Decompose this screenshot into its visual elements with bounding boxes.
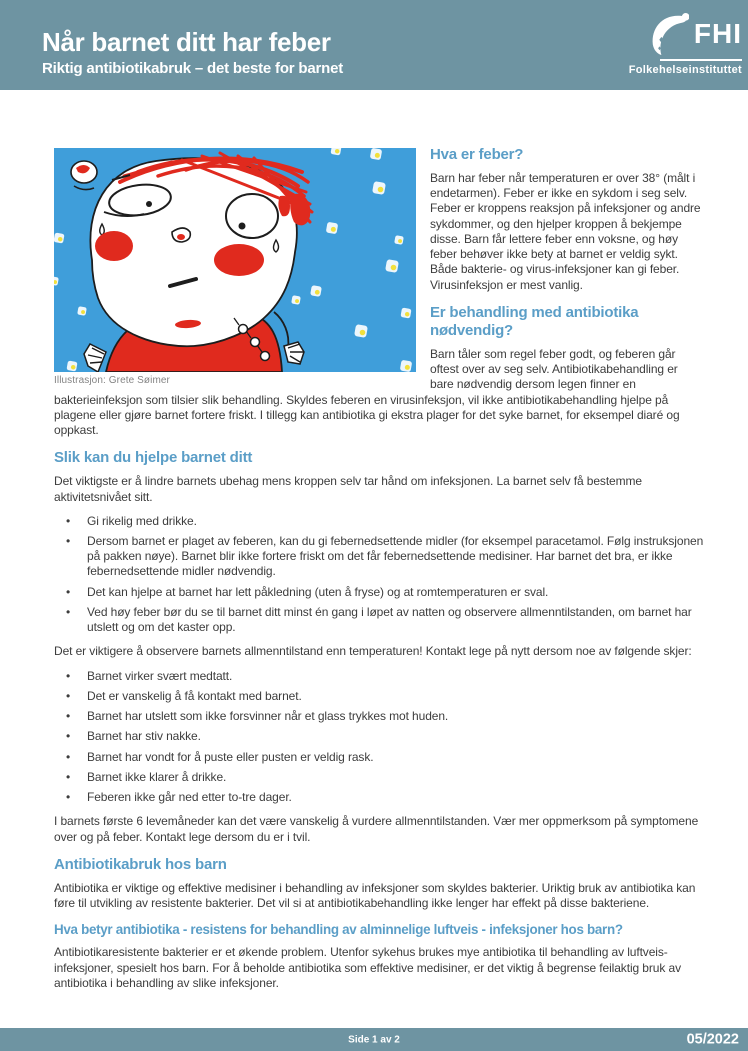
section-heading-antibiotics-children: Antibiotikabruk hos barn — [54, 855, 227, 873]
page-title: Når barnet ditt har feber — [42, 27, 331, 58]
paragraph-what-is-fever: Barn har feber når temperaturen er over 38° (målt i endetarmen). Feber er ikke en sykdom i seg selv. Feber er kroppens reaksjon på infeksjoner og andre sykdommer, og den hjelper kroppen å bekjempe disse. Barn får lettere feber enn voksne, og høy feber behøver ikke bety at barnet er veldig sykt. Både bakterie- og virus-infeksjoner kan gi feber. Virusinfeksjon er mest vanlig. — [430, 171, 701, 292]
section-help-your-child — [54, 449, 704, 844]
fhi-logo-acronym: FHI — [693, 18, 742, 49]
version-label: 05/2022 — [686, 1031, 739, 1048]
section-heading-resistance: Hva betyr antibiotika - resistens for behandling av alminnelige luftveis - infeksjoner hos barn? — [54, 922, 623, 938]
footer-bar — [0, 1028, 748, 1051]
section-resistance — [54, 922, 704, 991]
document-body — [0, 90, 748, 991]
tips-list-item: • Dersom barnet er plaget av feberen, kan du gi febernedsettende midler (for eksempel paracetamol. Følg instruksjonen på pakken nøye). Barnet blir ikke fortere friskt om det får febernedsettende medisiner. Har barnet det bra, er ikke febernedsettende midler nødvendig. — [66, 534, 704, 580]
tips-list-item: • Ved høy feber bør du se til barnet ditt minst én gang i løpet av natten og observere allmenntilstanden, om barnet har utslett og om det kaster opp. — [66, 605, 704, 635]
fhi-swoosh-icon — [649, 12, 689, 56]
tips-list-item: • Gi rikelig med drikke. — [66, 514, 704, 529]
warning-signs-list-item: • Feberen ikke går ned etter to-tre dager. — [66, 790, 704, 805]
paragraph-help-intro: Det viktigste er å lindre barnets ubehag mens kroppen selv tar hånd om infeksjonen. La barnet selv få bestemme aktivitetsnivået sitt. — [54, 474, 642, 504]
warning-signs-list-item: • Det er vanskelig å få kontakt med barnet. — [66, 689, 704, 704]
fhi-logo-top — [649, 12, 742, 56]
warning-signs-list-item: • Barnet har stiv nakke. — [66, 729, 704, 744]
section-heading-antibiotics-needed: Er behandling med antibiotika nødvendig? — [430, 303, 639, 339]
child-illustration-figure — [54, 148, 416, 386]
warning-signs-list-item: • Barnet virker svært medtatt. — [66, 669, 704, 684]
header-banner — [0, 0, 748, 90]
warning-signs-list-item: • Barnet ikke klarer å drikke. — [66, 770, 704, 785]
paragraph-antibiotics-children: Antibiotika er viktige og effektive medisiner i behandling av infeksjoner som skyldes bakterier. Uriktig bruk av antibiotika kan føre til utvikling av resistente bakterier. Det vil si at antibiotikabehandling ikke lenger har effekt på disse bakteriene. — [54, 880, 696, 910]
warning-signs-list — [54, 669, 704, 806]
fhi-logo-name: Folkehelseinstituttet — [628, 63, 742, 76]
page-subtitle: Riktig antibiotikabruk – det beste for barnet — [42, 59, 344, 77]
paragraph-resistance: Antibiotikaresistente bakterier er et økende problem. Utenfor sykehus brukes mye antibiotika til behandling av luftveis-infeksjoner, spesielt hos barn. For å beholde antibiotika som effektive medisiner, er det viktig å begrense feilaktig bruk av antibiotika i behandling av slike infeksjoner. — [54, 945, 681, 990]
child-illustration — [54, 148, 416, 372]
section-heading-help-your-child: Slik kan du hjelpe barnet ditt — [54, 449, 253, 467]
section-antibiotics-children — [54, 856, 704, 911]
paragraph-infant-note: I barnets første 6 levemåneder kan det være vanskelig å vurdere allmenntilstanden. Vær mer oppmerksom på symptomene over og på feber. Kontakt lege dersom du er i tvil. — [54, 814, 699, 844]
paragraph-warning-intro: Det er viktigere å observere barnets allmenntilstand enn temperaturen! Kontakt lege på nytt dersom noe av følgende skjer: — [54, 644, 692, 659]
logo-divider — [660, 59, 742, 61]
warning-signs-list-item: • Barnet har vondt for å puste eller pusten er veldig rask. — [66, 750, 704, 765]
paragraph-antibiotics-needed: Barn tåler som regel feber godt, og feberen går oftest over av seg selv. Antibiotikabehandling er bare nødvendig dersom legen finner en bakterieinfeksjon som tilsier slik behandling. Skyldes feberen en virusinfeksjon, vil ikke antibiotikabehandling hjelpe på plagene eller gjøre barnet fortere friskt. I tillegg kan antibiotika gi ekstra plager for det syke barnet, for eksempel diaré og oppkast. — [54, 346, 680, 438]
tips-list-item: • Det kan hjelpe at barnet har lett påkledning (uten å fryse) og at romtemperaturen er sval. — [66, 585, 704, 600]
fhi-logo — [629, 12, 742, 76]
illustration-caption: Illustrasjon: Grete Søimer — [54, 375, 170, 386]
page-number-label: Side 1 av 2 — [348, 1034, 400, 1045]
warning-signs-list-item: • Barnet har utslett som ikke forsvinner når et glass trykkes mot huden. — [66, 709, 704, 724]
tips-list — [54, 514, 704, 636]
section-heading-what-is-fever: Hva er feber? — [430, 146, 524, 163]
